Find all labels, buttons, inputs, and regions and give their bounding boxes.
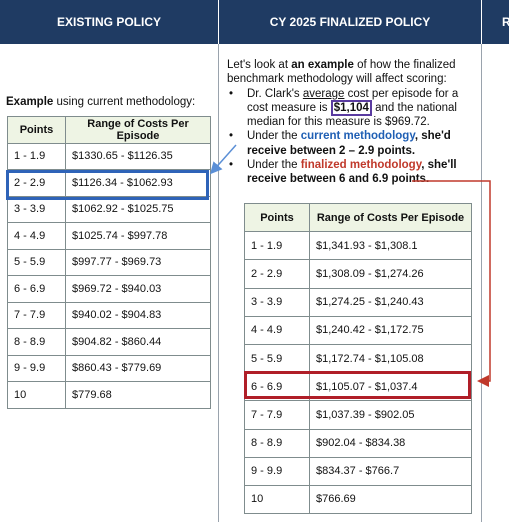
cost-range-cell: $1,037.39 - $902.05	[310, 401, 472, 429]
points-cell: 6 - 6.9	[245, 373, 310, 401]
points-cell: 9 - 9.9	[245, 457, 310, 485]
points-cell: 5 - 5.9	[245, 344, 310, 372]
b1-c: and the national median for this measure is $969.72.	[247, 101, 457, 129]
cost-range-cell: $904.82 - $860.44	[66, 329, 211, 356]
cost-range-cell: $1330.65 - $1126.35	[66, 143, 211, 170]
cost-range-cell: $1,240.42 - $1,172.75	[310, 316, 472, 344]
cost-range-cell: $1025.74 - $997.78	[66, 223, 211, 250]
b1-b: cost per episode for a cost measure is	[247, 87, 459, 114]
cost-range-cell: $902.04 - $834.38	[310, 429, 472, 457]
intro-text-1: Let's look at	[227, 59, 292, 71]
cost-range-cell: $1126.34 - $1062.93	[66, 170, 211, 197]
b1-underline: average	[302, 87, 345, 100]
b3-a: Under the	[247, 159, 301, 172]
cost-range-cell: $1,105.07 - $1,037.4	[310, 373, 472, 401]
points-cell: 3 - 3.9	[8, 196, 66, 223]
points-cell: 6 - 6.9	[8, 276, 66, 303]
points-cell: 7 - 7.9	[8, 302, 66, 329]
b1-a: Dr. Clark's	[247, 87, 303, 100]
b2-a: Under the	[247, 130, 301, 143]
points-cell: 10	[245, 485, 310, 513]
cost-range-cell: $834.37 - $766.7	[310, 457, 472, 485]
cost-range-cell: $860.43 - $779.69	[66, 355, 211, 382]
points-cell: 10	[8, 382, 66, 409]
arrow-to-finalized-row	[412, 181, 490, 381]
points-cell: 1 - 1.9	[245, 232, 310, 260]
cost-range-cell: $997.77 - $969.73	[66, 249, 211, 276]
cost-range-cell: $1,274.25 - $1,240.43	[310, 288, 472, 316]
existing-policy-title: EXISTING POLICY	[56, 15, 161, 29]
points-cell: 2 - 2.9	[8, 170, 66, 197]
cost-range-cell: $1,172.74 - $1,105.08	[310, 344, 472, 372]
caption-bold: Example	[6, 96, 54, 108]
finalized-methodology-label: finalized methodology	[300, 159, 422, 172]
cost-range-cell: $1,341.93 - $1,308.1	[310, 232, 472, 260]
col-header-points: Points	[245, 204, 310, 232]
points-cell: 8 - 8.9	[245, 429, 310, 457]
points-cell: 3 - 3.9	[245, 288, 310, 316]
points-cell: 1 - 1.9	[8, 143, 66, 170]
points-cell: 7 - 7.9	[245, 401, 310, 429]
arrow-to-current-row	[212, 145, 236, 172]
points-cell: 5 - 5.9	[8, 249, 66, 276]
points-cell: 9 - 9.9	[8, 355, 66, 382]
intro-text-2: of how the finalized benchmark methodology will affect scoring:	[227, 59, 456, 86]
cost-range-cell: $1062.92 - $1025.75	[66, 196, 211, 223]
cost-range-cell: $940.02 - $904.83	[66, 302, 211, 329]
caption-rest: using current methodology:	[53, 96, 196, 108]
b3-b: , she'll receive between 6 and 6.9 points.	[247, 159, 457, 186]
cost-range-cell: $1,308.09 - $1,274.26	[310, 260, 472, 288]
finalized-policy-title: CY 2025 FINALIZED POLICY	[269, 15, 431, 29]
b2-b: , she'd receive between 2 – 2.9 points.	[247, 130, 451, 157]
col-header-range: Range of Costs Per Episode	[66, 117, 211, 144]
cost-range-cell: $766.69	[310, 485, 472, 513]
average-cost-value: $1,104	[331, 100, 372, 116]
next-column-title: R	[502, 15, 511, 29]
points-cell: 8 - 8.9	[8, 329, 66, 356]
points-cell: 4 - 4.9	[245, 316, 310, 344]
col-header-points: Points	[8, 117, 66, 144]
cost-range-cell: $779.68	[66, 382, 211, 409]
cost-range-cell: $969.72 - $940.03	[66, 276, 211, 303]
points-cell: 2 - 2.9	[245, 260, 310, 288]
current-methodology-label: current methodology	[300, 130, 415, 143]
col-header-range: Range of Costs Per Episode	[310, 204, 472, 232]
intro-bold: an example	[291, 59, 354, 71]
points-cell: 4 - 4.9	[8, 223, 66, 250]
